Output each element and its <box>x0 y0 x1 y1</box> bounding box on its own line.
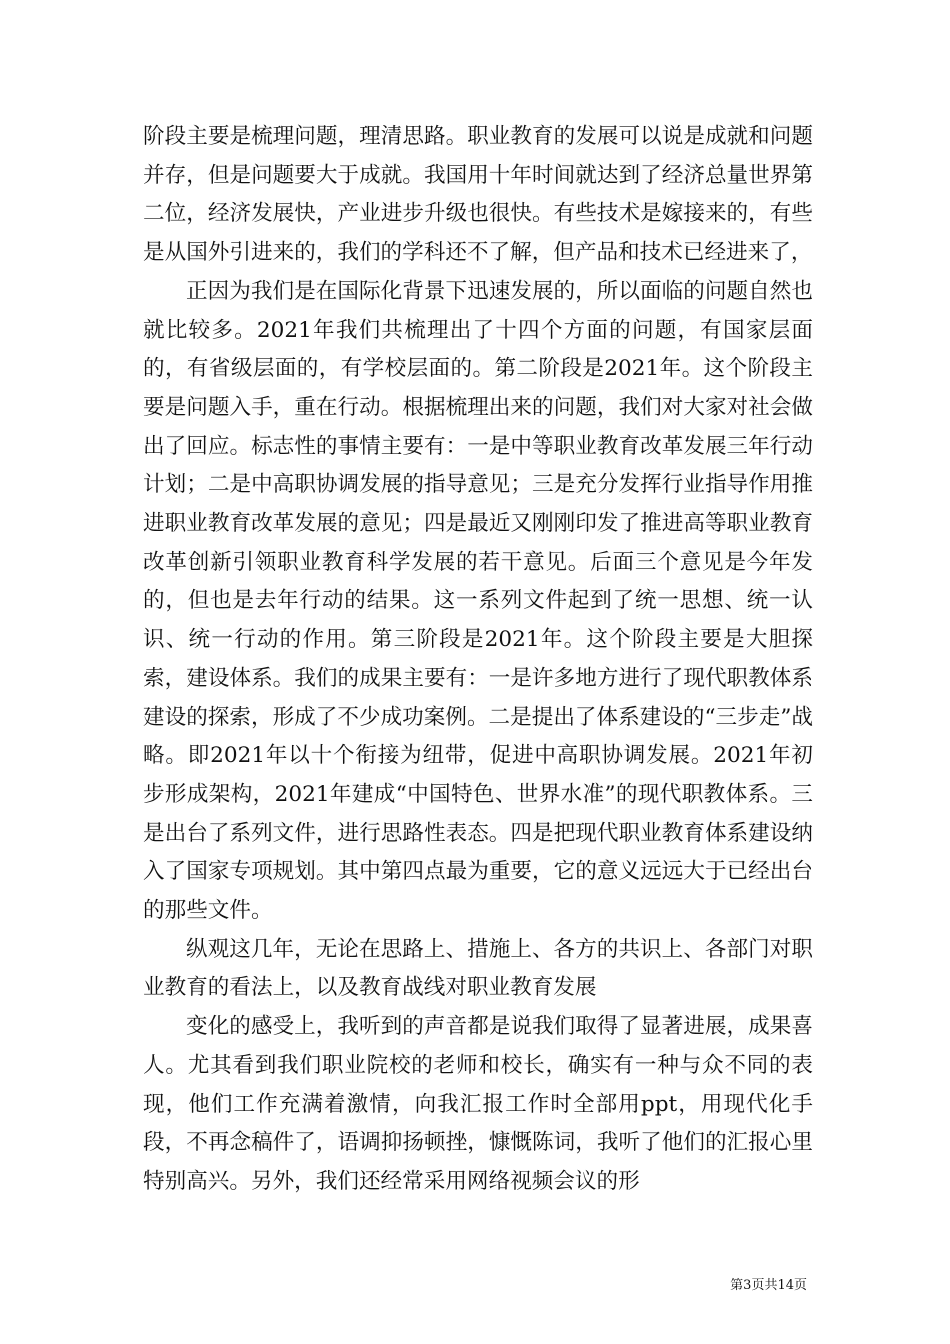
paragraph: 阶段主要是梳理问题，理清思路。职业教育的发展可以说是成就和问题并存，但是问题要大于成就。我国用十年时间就达到了经济总量世界第二位，经济发展快，产业进步升级也很快。有些技术是嫁接来的，有些是从国外引进来的，我们的学科还不了解，但产品和技术已经进来了， <box>143 124 813 266</box>
paragraph: 正因为我们是在国际化背景下迅速发展的，所以面临的问题自然也就比较多。2021年我们共梳理出了十四个方面的问题，有国家层面的，有省级层面的，有学校层面的。第二阶段是2021年。这个阶段主要是问题入手，重在行动。根据梳理出来的问题，我们对大家对社会做出了回应。标志性的事情主要有：一是中等职业教育改革发展三年行动计划；二是中高职协调发展的指导意见；三是充分发挥行业指导作用推进职业教育改革发展的意见；四是最近又刚刚印发了推进高等职业教育改革创新引领职业教育科学发展的若干意见。后面三个意见是今年发的，但也是去年行动的结果。这一系列文件起到了统一思想、统一认识、统一行动的作用。第三阶段是2021年。这个阶段主要是大胆探索，建设体系。我们的成果主要有：一是许多地方进行了现代职教体系建设的探索，形成了不少成功案例。二是提出了体系建设的“三步走”战略。即2021年以十个衔接为纽带，促进中高职协调发展。2021年初步形成架构，2021年建成“中国特色、世界水准”的现代职教体系。三是出台了系列文件，进行思路性表态。四是把现代职业教育体系建设纳入了国家专项规划。其中第四点最为重要，它的意义远远大于已经出台的那些文件。 <box>143 278 813 924</box>
paragraph: 纵观这几年，无论在思路上、措施上、各方的共识上、各部门对职业教育的看法上，以及教育战线对职业教育发展 <box>143 936 813 1001</box>
paragraph: 变化的感受上，我听到的声音都是说我们取得了显著进展，成果喜人。尤其看到我们职业院校的老师和校长，确实有一种与众不同的表现，他们工作充满着激情，向我汇报工作时全部用ppt，用现代化手段，不再念稿件了，语调抑扬顿挫，慷慨陈词，我听了他们的汇报心里特别高兴。另外，我们还经常采用网络视频会议的形 <box>143 1014 813 1194</box>
page-number-footer: 第3页共14页 <box>730 1278 807 1293</box>
body-text <box>143 118 813 1202</box>
